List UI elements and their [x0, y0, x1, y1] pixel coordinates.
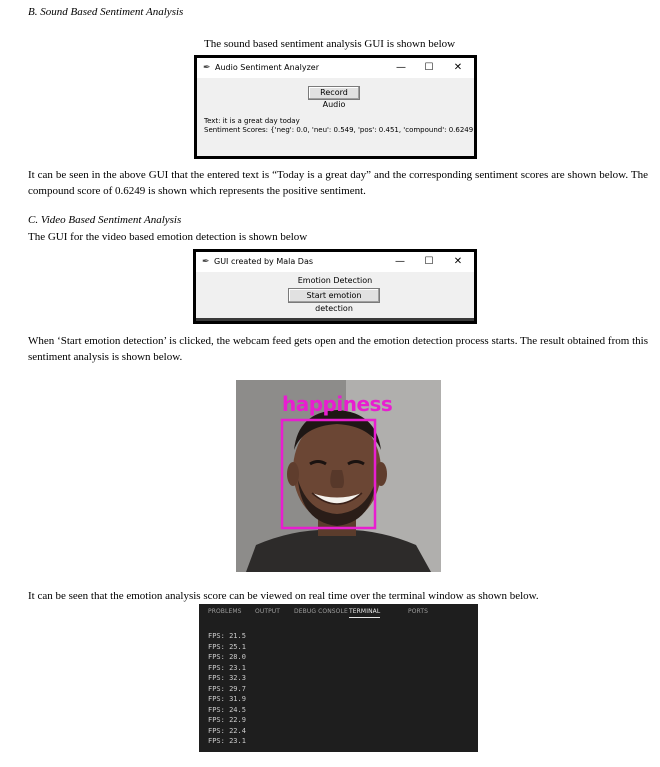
- terminal-panel: [199, 604, 478, 752]
- video-section-heading: C. Video Based Sentiment Analysis: [28, 214, 182, 226]
- sound-section-heading: B. Sound Based Sentiment Analysis: [28, 6, 184, 18]
- terminal-line: FPS: 31.9: [208, 695, 246, 703]
- sound-intro-text: The sound based sentiment analysis GUI is shown below: [204, 38, 456, 50]
- tab-ports[interactable]: PORTS: [408, 608, 429, 615]
- video-intro-text: The GUI for the video based emotion detection is shown below: [28, 231, 308, 243]
- tab-output[interactable]: OUTPUT: [255, 608, 281, 615]
- maximize-icon[interactable]: ☐: [424, 62, 434, 73]
- window-bottom-strip: [196, 318, 474, 321]
- terminal-line: FPS: 32.3: [208, 674, 246, 682]
- terminal-line: FPS: 29.7: [208, 684, 246, 693]
- tab-problems[interactable]: PROBLEMS: [208, 608, 242, 615]
- webcam-frame-image: [236, 380, 441, 572]
- start-emotion-detection-button[interactable]: Start emotion detection: [288, 288, 380, 303]
- record-audio-button[interactable]: Record Audio: [308, 86, 360, 100]
- video-window-title: GUI created by Mala Das: [214, 257, 314, 266]
- terminal-line: FPS: 22.9: [208, 716, 246, 724]
- maximize-icon[interactable]: ☐: [424, 256, 434, 267]
- terminal-tab-bar: [199, 604, 478, 620]
- terminal-line: FPS: 25.1: [208, 642, 246, 651]
- tab-debug-console[interactable]: DEBUG CONSOLE: [294, 608, 348, 615]
- feather-icon: ✒: [203, 63, 211, 73]
- video-window-titlebar: [196, 252, 474, 272]
- audio-window-title: Audio Sentiment Analyzer: [215, 63, 319, 72]
- terminal-line: FPS: 28.0: [208, 653, 246, 661]
- video-description-paragraph: When ‘Start emotion detection’ is clicked, the webcam feed gets open and the emotion detection process starts. The result obtained from this sentiment analysis is shown below.: [28, 335, 648, 363]
- terminal-line: FPS: 22.4: [208, 726, 246, 735]
- sound-description-paragraph: It can be seen in the above GUI that the entered text is “Today is a great day” and the corresponding sentiment scores are shown below. The compound score of 0.6249 is shown which represents the positive sentiment.: [28, 169, 648, 197]
- emotion-detection-window: [193, 249, 477, 324]
- minimize-icon[interactable]: —: [396, 62, 406, 73]
- close-icon[interactable]: ✕: [453, 256, 463, 267]
- close-icon[interactable]: ✕: [453, 62, 463, 73]
- terminal-intro-text: It can be seen that the emotion analysis score can be viewed on real time over the terminal window as shown below.: [28, 590, 539, 602]
- feather-icon: ✒: [202, 257, 210, 267]
- emotion-label: happiness: [282, 392, 393, 416]
- emotion-detection-label: Emotion Detection: [297, 276, 373, 285]
- tab-terminal[interactable]: TERMINAL: [349, 608, 380, 618]
- audio-sentiment-window: [194, 55, 477, 159]
- terminal-line: FPS: 23.1: [208, 737, 246, 745]
- terminal-line: FPS: 23.1: [208, 663, 246, 672]
- terminal-line: FPS: 24.5: [208, 705, 246, 714]
- minimize-icon[interactable]: —: [395, 256, 405, 267]
- terminal-line: FPS: 21.5: [208, 632, 246, 640]
- audio-window-titlebar: [197, 58, 474, 78]
- recognized-text: Text: it is a great day today: [204, 117, 300, 125]
- sentiment-scores-text: Sentiment Scores: {'neg': 0.0, 'neu': 0.549, 'pos': 0.451, 'compound': 0.6249}: [204, 126, 478, 134]
